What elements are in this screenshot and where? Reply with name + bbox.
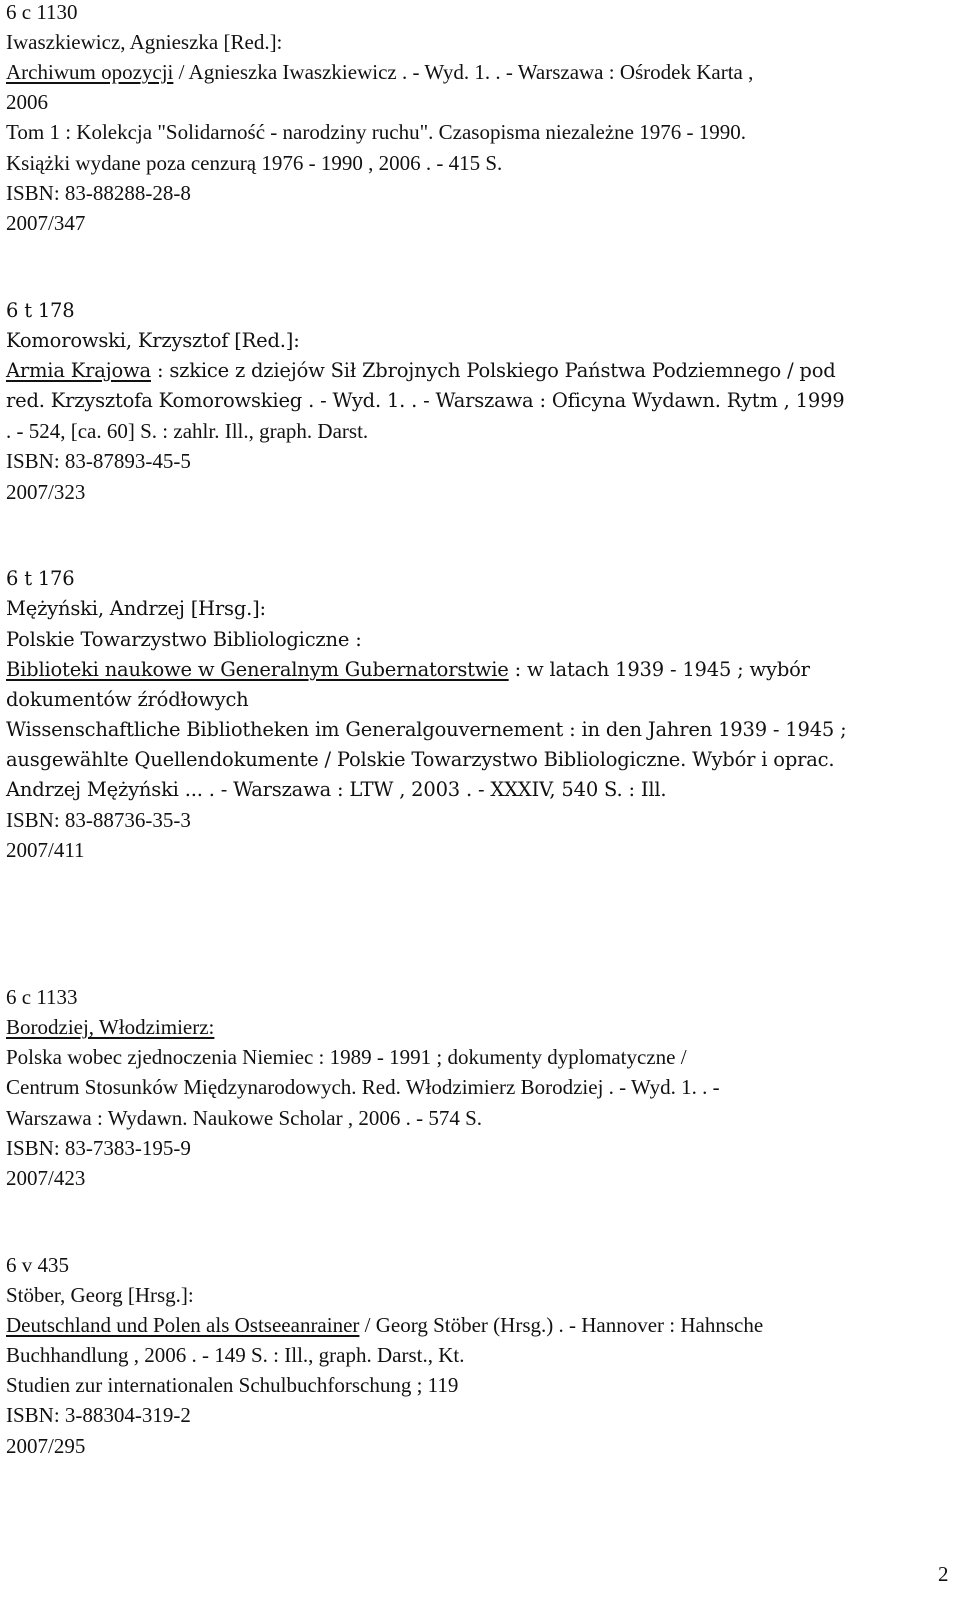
publication-line: red. Krzysztofa Komorowskieg . - Wyd. 1. . - Warszawa : Oficyna Wydawn. Rytm , 1999 xyxy=(6,389,845,412)
author: Iwaszkiewicz, Agnieszka [Red.]: xyxy=(6,30,283,54)
title-link[interactable]: Armia Krajowa xyxy=(6,359,151,382)
publication-line: Buchhandlung , 2006 . - 149 S. : Ill., graph. Darst., Kt. xyxy=(6,1343,465,1367)
accession-number: 2007/411 xyxy=(6,838,85,862)
accession-number: 2007/423 xyxy=(6,1166,86,1190)
isbn: ISBN: 83-88288-28-8 xyxy=(6,181,191,205)
publication-line: Andrzej Mężyński ... . - Warszawa : LTW , 2003 . - XXXIV, 540 S. : Ill. xyxy=(6,778,667,801)
author-link[interactable]: Borodziej, Włodzimierz: xyxy=(6,1015,215,1039)
volume-line: Tom 1 : Kolekcja "Solidarność - narodziny ruchu". Czasopisma niezależne 1976 - 1990. xyxy=(6,120,746,144)
title-line: Deutschland und Polen als Ostseeanrainer / Georg Stöber (Hrsg.) . - Hannover : Hahnsche xyxy=(6,1313,764,1337)
title-line: Polska wobec zjednoczenia Niemiec : 1989 - 1991 ; dokumenty dyplomatyczne / xyxy=(6,1045,687,1069)
call-number: 6 t 176 xyxy=(6,567,75,590)
parallel-title: ausgewählte Quellendokumente / Polskie Towarzystwo Bibliologiczne. Wybór i oprac. xyxy=(6,748,835,771)
accession-number: 2007/323 xyxy=(6,480,86,504)
author: Komorowski, Krzysztof [Red.]: xyxy=(6,329,300,352)
year: 2006 xyxy=(6,90,48,114)
author: Stöber, Georg [Hrsg.]: xyxy=(6,1283,194,1307)
title-line: Armia Krajowa : szkice z dziejów Sił Zbrojnych Polskiego Państwa Podziemnego / pod xyxy=(6,359,836,382)
corporate-author: Polskie Towarzystwo Bibliologiczne : xyxy=(6,628,362,651)
call-number: 6 c 1130 xyxy=(6,0,78,24)
title-link[interactable]: Biblioteki naukowe w Generalnym Gubernatorstwie xyxy=(6,658,509,681)
isbn: ISBN: 83-87893-45-5 xyxy=(6,449,191,473)
isbn: ISBN: 3-88304-319-2 xyxy=(6,1403,191,1427)
responsibility-line: Centrum Stosunków Międzynarodowych. Red. Włodzimierz Borodziej . - Wyd. 1. . - xyxy=(6,1075,720,1099)
series-line: Studien zur internationalen Schulbuchforschung ; 119 xyxy=(6,1373,459,1397)
publication-line: Warszawa : Wydawn. Naukowe Scholar , 2006 . - 574 S. xyxy=(6,1106,483,1130)
volume-line: Książki wydane poza cenzurą 1976 - 1990 , 2006 . - 415 S. xyxy=(6,151,503,175)
call-number: 6 v 435 xyxy=(6,1253,69,1277)
accession-number: 2007/347 xyxy=(6,211,86,235)
author: Mężyński, Andrzej [Hrsg.]: xyxy=(6,597,266,620)
title-line: Biblioteki naukowe w Generalnym Gubernatorstwie : w latach 1939 - 1945 ; wybór xyxy=(6,658,810,681)
call-number: 6 t 178 xyxy=(6,299,75,322)
extent-line: . - 524, [ca. 60] S. : zahlr. Ill., graph. Darst. xyxy=(6,419,369,443)
page-number: 2 xyxy=(938,1562,949,1586)
isbn: ISBN: 83-88736-35-3 xyxy=(6,808,191,832)
title-link[interactable]: Deutschland und Polen als Ostseeanrainer xyxy=(6,1313,360,1337)
isbn: ISBN: 83-7383-195-9 xyxy=(6,1136,191,1160)
title-line: dokumentów źródłowych xyxy=(6,688,249,711)
call-number: 6 c 1133 xyxy=(6,985,78,1009)
title-line: Archiwum opozycji / Agnieszka Iwaszkiewicz . - Wyd. 1. . - Warszawa : Ośrodek Karta , xyxy=(6,60,754,84)
author-line xyxy=(6,1012,214,1042)
accession-number: 2007/295 xyxy=(6,1434,86,1458)
parallel-title: Wissenschaftliche Bibliotheken im Generalgouvernement : in den Jahren 1939 - 1945 ; xyxy=(6,718,847,741)
title-link[interactable]: Archiwum opozycji xyxy=(6,60,174,84)
